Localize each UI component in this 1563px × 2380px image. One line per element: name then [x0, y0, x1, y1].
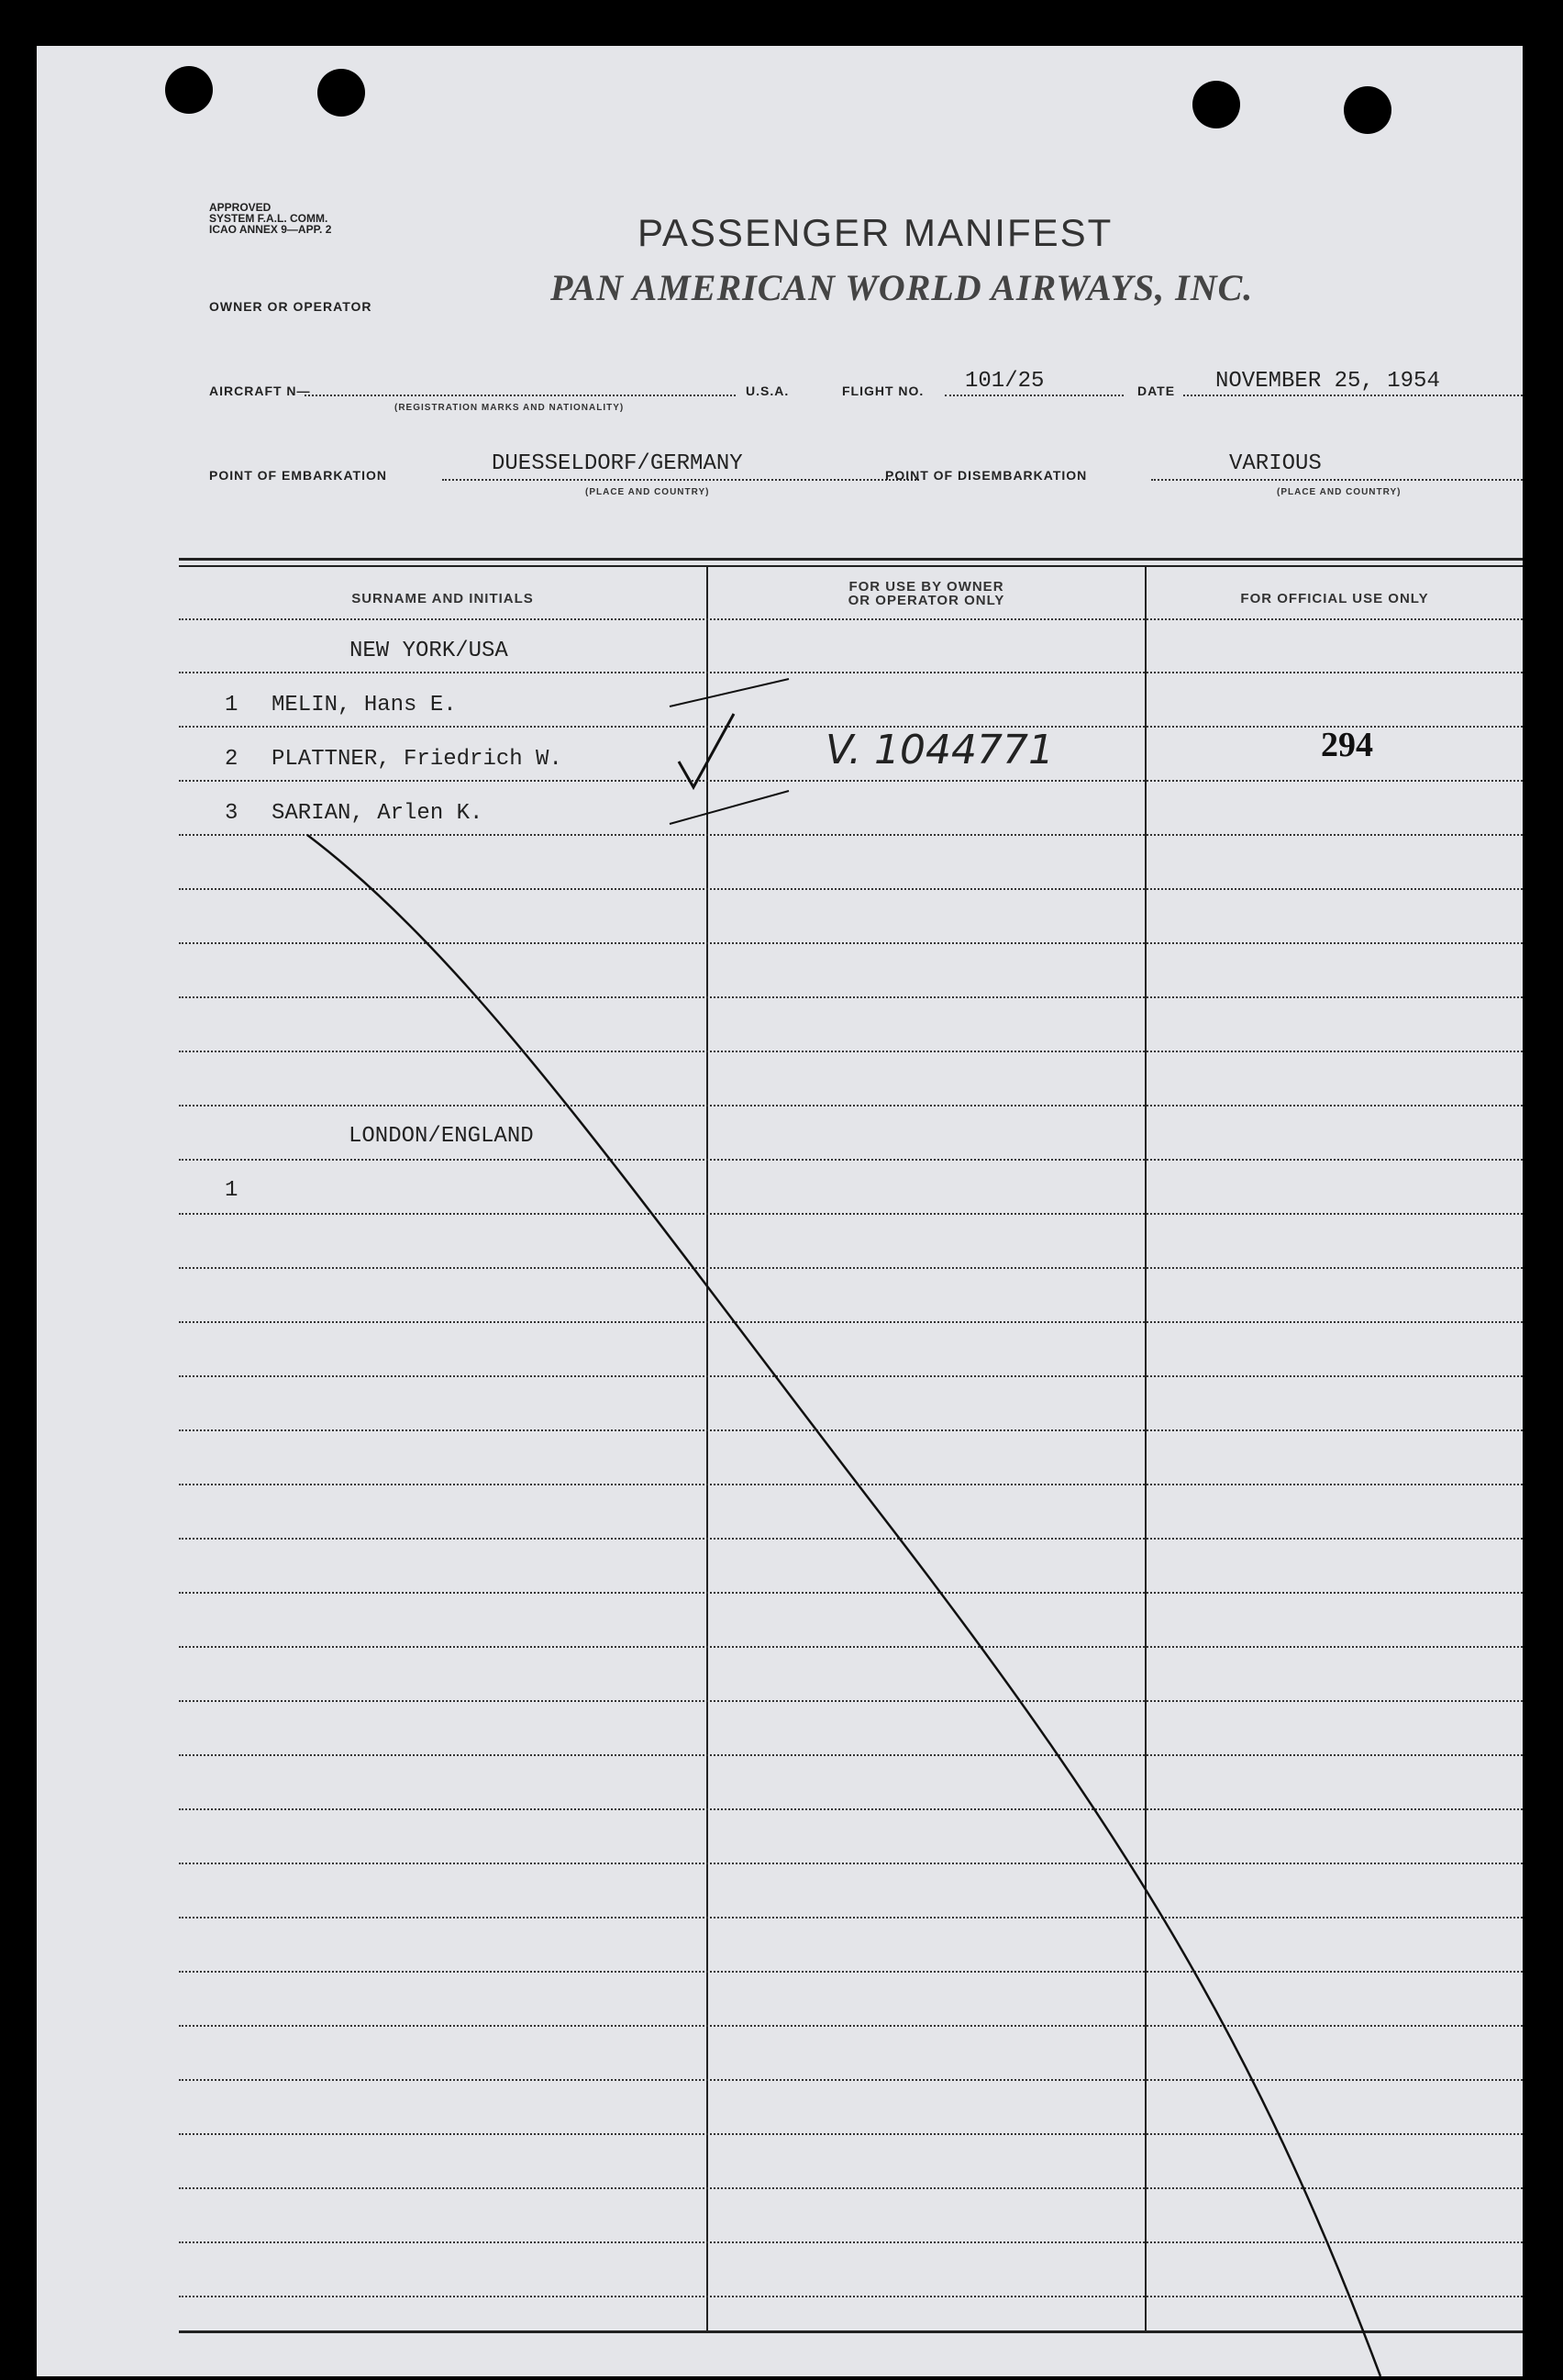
- column-header-surname: SURNAME AND INITIALS: [351, 591, 534, 606]
- approval-line: APPROVED: [209, 201, 272, 214]
- bracket-mark: [670, 791, 789, 824]
- cancel-line: [307, 835, 1380, 2376]
- owner-label: OWNER OR OPERATOR: [209, 299, 372, 314]
- check-mark: [679, 714, 734, 787]
- destination-group: LONDON/ENGLAND: [349, 1124, 534, 1149]
- usa-label: U.S.A.: [746, 384, 790, 398]
- official-number: 294: [1321, 726, 1373, 764]
- embark-sublabel: (PLACE AND COUNTRY): [585, 487, 710, 497]
- column-header-operator-line: FOR USE BY OWNER: [848, 579, 1004, 595]
- approval-line: SYSTEM F.A.L. COMM.: [209, 212, 328, 225]
- aircraft-sublabel: (REGISTRATION MARKS AND NATIONALITY): [394, 403, 625, 413]
- visa-number: V. 1044771: [826, 727, 1054, 773]
- pen-strokes: [37, 46, 1523, 2376]
- passenger-number: 1: [225, 1178, 238, 1203]
- embark-place: DUESSELDORF/GERMANY: [492, 451, 743, 476]
- manifest-sheet: [37, 46, 1523, 2376]
- destination-group: NEW YORK/USA: [349, 639, 508, 663]
- passenger-number: 2: [225, 747, 238, 772]
- passenger-name: PLATTNER, Friedrich W.: [272, 747, 562, 772]
- column-header-official: FOR OFFICIAL USE ONLY: [1240, 591, 1429, 606]
- page-title: PASSENGER MANIFEST: [637, 211, 1114, 254]
- column-header-operator-line: OR OPERATOR ONLY: [848, 593, 1005, 608]
- approval-line: ICAO ANNEX 9—APP. 2: [209, 223, 332, 236]
- embark-label: POINT OF EMBARKATION: [209, 468, 387, 483]
- company-name: PAN AMERICAN WORLD AIRWAYS, INC.: [550, 267, 1254, 308]
- disembark-place: VARIOUS: [1229, 451, 1322, 476]
- disembark-label: POINT OF DISEMBARKATION: [885, 468, 1088, 483]
- flight-label: FLIGHT NO.: [842, 384, 925, 398]
- flight-number: 101/25: [965, 369, 1045, 394]
- passenger-number: 3: [225, 801, 238, 826]
- aircraft-label: AIRCRAFT N—: [209, 384, 311, 398]
- passenger-number: 1: [225, 693, 238, 717]
- disembark-sublabel: (PLACE AND COUNTRY): [1277, 487, 1402, 497]
- flight-date: NOVEMBER 25, 1954: [1215, 369, 1440, 394]
- date-label: DATE: [1137, 384, 1176, 398]
- bracket-mark: [670, 679, 789, 706]
- passenger-name: MELIN, Hans E.: [272, 693, 457, 717]
- passenger-name: SARIAN, Arlen K.: [272, 801, 483, 826]
